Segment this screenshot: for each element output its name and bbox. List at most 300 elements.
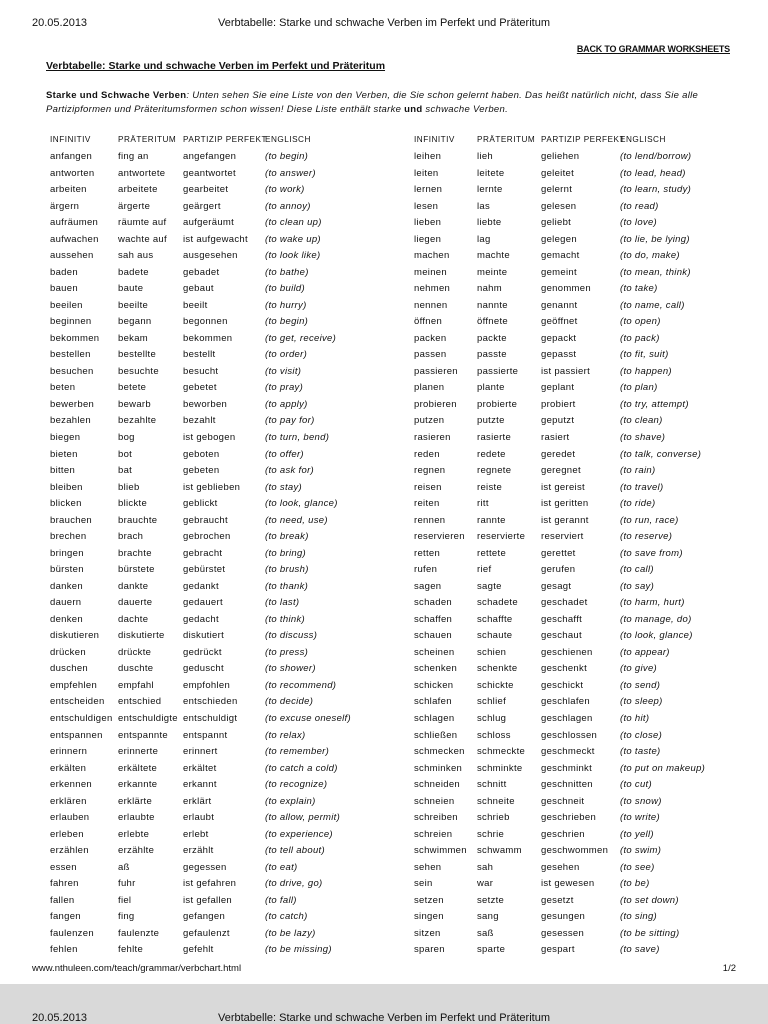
right-cell-infinitiv: schreiben [414, 812, 458, 824]
right-cell-englisch: (to take) [620, 283, 658, 295]
right-cell-infinitiv: reiten [414, 498, 440, 510]
table-row [0, 730, 768, 746]
left-cell-praeteritum: dauerte [118, 597, 153, 609]
left-cell-infinitiv: bestellen [50, 349, 91, 361]
left-cell-praeteritum: erkannte [118, 779, 158, 791]
right-cell-partizip: ist gerannt [541, 514, 589, 526]
right-cell-infinitiv: schlagen [414, 713, 455, 725]
table-row [0, 184, 768, 200]
left-cell-partizip: ist gebogen [183, 432, 236, 443]
right-cell-infinitiv: lesen [414, 200, 439, 212]
right-cell-infinitiv: schmecken [414, 746, 465, 758]
left-cell-partizip: gearbeitet [183, 184, 229, 196]
next-page-header-title: Verbtabelle: Starke und schwache Verben im Perfekt und Präteritum [217, 1012, 550, 1024]
left-cell-infinitiv: erklären [50, 795, 87, 807]
left-cell-infinitiv: biegen [50, 432, 81, 443]
right-cell-infinitiv: rufen [414, 564, 438, 576]
left-cell-partizip: erkältet [183, 762, 217, 774]
right-cell-infinitiv: liegen [414, 233, 442, 245]
right-cell-partizip: ist passiert [541, 365, 591, 377]
right-cell-praeteritum: schloss [477, 729, 511, 741]
left-cell-infinitiv: aufräumen [50, 217, 99, 229]
left-cell-infinitiv: antworten [50, 167, 95, 179]
left-cell-partizip: erzählt [183, 845, 214, 857]
right-cell-infinitiv: schaffen [414, 613, 453, 625]
print-date: 20.05.2013 [32, 17, 88, 29]
right-cell-englisch: (to yell) [620, 828, 654, 840]
right-cell-englisch: (to give) [620, 663, 658, 675]
table-row [0, 234, 768, 250]
left-cell-englisch: (to experience) [265, 828, 333, 840]
left-cell-praeteritum: blickte [118, 498, 148, 510]
right-cell-partizip: geschlossen [541, 729, 598, 741]
left-cell-englisch: (to pay for) [265, 415, 315, 427]
left-cell-partizip: ist aufgewacht [183, 233, 248, 245]
left-cell-infinitiv: brauchen [50, 514, 93, 526]
right-cell-partizip: geputzt [541, 415, 575, 427]
left-cell-infinitiv: besuchen [50, 365, 94, 377]
right-cell-infinitiv: sehen [414, 861, 442, 873]
table-row [0, 349, 768, 365]
right-cell-infinitiv: leiten [414, 167, 439, 179]
left-cell-englisch: (to drive, go) [265, 878, 323, 890]
left-cell-partizip: erklärt [183, 795, 212, 807]
left-cell-infinitiv: erleben [50, 828, 84, 840]
right-cell-partizip: geschickt [541, 679, 584, 691]
left-cell-englisch: (to order) [265, 349, 308, 361]
left-cell-partizip: gebürstet [183, 564, 226, 576]
right-cell-infinitiv: schenken [414, 663, 458, 675]
table-row [0, 465, 768, 481]
page-title: Verbtabelle: Starke und schwache Verben im Perfekt und Präteritum [46, 60, 386, 72]
right-cell-praeteritum: leitete [477, 167, 505, 179]
table-row [0, 300, 768, 316]
left-cell-infinitiv: bürsten [50, 564, 84, 576]
right-cell-praeteritum: sang [477, 911, 499, 923]
left-cell-partizip: ist gefahren [183, 878, 237, 890]
right-cell-partizip: gepasst [541, 349, 577, 361]
right-cell-partizip: probiert [541, 398, 576, 410]
right-cell-partizip: geschrieben [541, 812, 597, 824]
right-cell-partizip: geschnitten [541, 779, 593, 791]
right-cell-infinitiv: lieben [414, 217, 442, 229]
left-cell-partizip: geblickt [183, 498, 218, 510]
left-cell-infinitiv: fehlen [50, 944, 78, 956]
right-cell-englisch: (to mean, think) [620, 266, 691, 278]
right-cell-praeteritum: schnitt [477, 779, 507, 791]
table-row [0, 911, 768, 927]
right-cell-praeteritum: lieh [477, 151, 493, 162]
left-cell-infinitiv: entscheiden [50, 696, 105, 708]
left-cell-partizip: gebadet [183, 266, 220, 278]
right-cell-partizip: ist geritten [541, 498, 589, 510]
right-cell-praeteritum: schrie [477, 828, 505, 840]
right-cell-englisch: (to sleep) [620, 696, 663, 708]
right-cell-partizip: geregnet [541, 465, 581, 477]
right-cell-praeteritum: schlief [477, 696, 507, 708]
left-cell-infinitiv: faulenzen [50, 927, 94, 939]
left-col-header-partizip: PARTIZIP PERFEKT [183, 135, 267, 144]
right-cell-infinitiv: nennen [414, 299, 448, 311]
left-cell-praeteritum: diskutierte [118, 630, 165, 642]
left-cell-praeteritum: beeilte [118, 299, 149, 311]
left-cell-partizip: erkannt [183, 779, 217, 791]
right-cell-partizip: geschienen [541, 646, 593, 658]
right-cell-infinitiv: sitzen [414, 927, 441, 939]
left-cell-partizip: geärgert [183, 200, 221, 212]
left-col-header-praeteritum: PRÄTERITUM [118, 135, 177, 144]
next-page-print-date: 20.05.2013 [32, 1012, 88, 1024]
left-cell-partizip: erlebt [183, 828, 209, 840]
right-cell-englisch: (to save) [620, 944, 660, 956]
left-cell-partizip: bekommen [183, 332, 233, 344]
right-cell-partizip: gesehen [541, 861, 580, 873]
table-row [0, 779, 768, 795]
table-row [0, 944, 768, 960]
right-cell-partizip: geschadet [541, 597, 588, 609]
left-cell-praeteritum: arbeitete [118, 184, 158, 196]
right-cell-englisch: (to cut) [620, 779, 652, 791]
intro-text-2: schwache Verben. [422, 104, 509, 115]
right-cell-praeteritum: schien [477, 646, 507, 658]
left-cell-englisch: (to shower) [265, 663, 316, 675]
right-cell-praeteritum: las [477, 200, 491, 212]
left-cell-englisch: (to work) [265, 184, 305, 196]
left-cell-partizip: entschuldigt [183, 713, 238, 725]
left-cell-praeteritum: empfahl [118, 679, 154, 691]
left-cell-infinitiv: diskutieren [50, 630, 100, 642]
left-cell-praeteritum: fehlte [118, 944, 144, 956]
back-to-worksheets-link[interactable]: BACK TO GRAMMAR WORKSHEETS [576, 44, 730, 54]
left-cell-praeteritum: bezahlte [118, 415, 157, 427]
right-cell-partizip: gelesen [541, 200, 577, 212]
left-cell-partizip: gedankt [183, 580, 219, 592]
left-cell-praeteritum: aß [118, 861, 130, 873]
left-cell-partizip: geduscht [183, 663, 224, 675]
right-cell-englisch: (to hit) [620, 713, 650, 725]
right-cell-englisch: (to appear) [620, 646, 670, 658]
right-cell-infinitiv: schneien [414, 795, 455, 807]
left-cell-partizip: gefangen [183, 911, 226, 923]
left-cell-infinitiv: drücken [50, 646, 86, 658]
right-cell-praeteritum: schlug [477, 713, 507, 725]
right-cell-partizip: geschlagen [541, 713, 593, 725]
left-cell-praeteritum: baute [118, 283, 144, 295]
right-cell-praeteritum: öffnete [477, 316, 508, 328]
left-cell-praeteritum: räumte auf [118, 217, 167, 229]
table-row [0, 498, 768, 514]
right-cell-praeteritum: ritt [477, 498, 489, 510]
right-cell-partizip: gesetzt [541, 894, 574, 906]
right-cell-infinitiv: schminken [414, 762, 463, 774]
left-cell-englisch: (to allow, permit) [265, 812, 341, 824]
right-cell-infinitiv: reden [414, 448, 440, 460]
right-cell-englisch: (to taste) [620, 746, 661, 758]
left-cell-englisch: (to thank) [265, 580, 309, 592]
left-cell-praeteritum: begann [118, 316, 152, 328]
left-cell-praeteritum: erlaubte [118, 812, 155, 824]
right-cell-praeteritum: meinte [477, 266, 508, 278]
right-cell-infinitiv: nehmen [414, 283, 451, 295]
left-cell-infinitiv: bleiben [50, 481, 83, 493]
left-cell-englisch: (to look, glance) [265, 498, 338, 510]
table-row [0, 796, 768, 812]
right-col-header-infinitiv: INFINITIV [414, 135, 455, 144]
left-cell-englisch: (to annoy) [265, 200, 311, 212]
right-cell-praeteritum: schminkte [477, 762, 523, 774]
right-cell-englisch: (to open) [620, 316, 661, 328]
right-cell-englisch: (to learn, study) [620, 184, 692, 196]
left-cell-infinitiv: erkälten [50, 762, 87, 774]
right-cell-infinitiv: reservieren [414, 531, 465, 543]
left-cell-partizip: gebraucht [183, 514, 228, 526]
left-cell-englisch: (to relax) [265, 729, 306, 741]
table-row [0, 663, 768, 679]
left-cell-partizip: bestellt [183, 349, 216, 361]
left-cell-infinitiv: fallen [50, 894, 75, 906]
right-cell-praeteritum: rief [477, 564, 492, 576]
left-cell-praeteritum: fing an [118, 151, 149, 162]
right-cell-partizip: geredet [541, 448, 576, 460]
right-cell-englisch: (to read) [620, 200, 659, 212]
right-cell-infinitiv: probieren [414, 398, 457, 410]
left-cell-englisch: (to recommend) [265, 679, 337, 691]
right-cell-infinitiv: schlafen [414, 696, 452, 708]
left-cell-infinitiv: entschuldigen [50, 713, 113, 725]
table-row [0, 382, 768, 398]
left-cell-praeteritum: entschuldigte [118, 713, 178, 725]
left-cell-englisch: (to eat) [265, 861, 298, 873]
right-cell-partizip: genannt [541, 299, 578, 311]
right-cell-praeteritum: passte [477, 349, 507, 361]
right-cell-praeteritum: lernte [477, 184, 503, 196]
left-cell-englisch: (to remember) [265, 746, 330, 758]
right-cell-infinitiv: schicken [414, 679, 454, 691]
right-cell-englisch: (to be) [620, 878, 650, 890]
right-cell-infinitiv: singen [414, 911, 444, 923]
left-cell-praeteritum: fing [118, 911, 135, 923]
left-cell-praeteritum: badete [118, 266, 149, 278]
left-cell-partizip: erinnert [183, 746, 218, 758]
right-cell-englisch: (to set down) [620, 894, 679, 906]
left-cell-infinitiv: bewerben [50, 398, 95, 410]
left-cell-infinitiv: dauern [50, 597, 82, 609]
right-cell-praeteritum: sparte [477, 944, 506, 956]
left-cell-praeteritum: erlebte [118, 828, 150, 840]
left-cell-englisch: (to think) [265, 613, 305, 625]
right-cell-englisch: (to love) [620, 217, 658, 229]
right-cell-englisch: (to rain) [620, 465, 656, 477]
left-cell-englisch: (to wake up) [265, 233, 321, 245]
table-row [0, 531, 768, 547]
intro-bold-lead: Starke und Schwache Verben [46, 90, 187, 101]
left-cell-praeteritum: faulenzte [118, 927, 160, 939]
left-cell-partizip: besucht [183, 365, 219, 377]
right-col-header-partizip: PARTIZIP PERFEKT [541, 135, 625, 144]
table-row [0, 267, 768, 283]
left-cell-infinitiv: brechen [50, 531, 87, 543]
right-cell-infinitiv: schwimmen [414, 845, 467, 857]
left-cell-partizip: geboten [183, 448, 220, 460]
left-cell-infinitiv: essen [50, 861, 77, 873]
right-cell-englisch: (to write) [620, 812, 660, 824]
left-cell-infinitiv: beginnen [50, 316, 92, 328]
left-cell-englisch: (to press) [265, 646, 309, 658]
right-cell-partizip: geschafft [541, 613, 583, 625]
left-cell-infinitiv: anfangen [50, 151, 93, 162]
right-cell-infinitiv: öffnen [414, 316, 443, 328]
left-cell-partizip: gegessen [183, 861, 227, 873]
right-cell-infinitiv: rasieren [414, 432, 451, 443]
left-cell-partizip: entspannt [183, 729, 228, 741]
left-cell-partizip: gebrochen [183, 531, 231, 543]
left-cell-infinitiv: erinnern [50, 746, 88, 758]
left-cell-infinitiv: erzählen [50, 845, 89, 857]
table-row [0, 250, 768, 266]
right-cell-infinitiv: schauen [414, 630, 453, 642]
left-cell-partizip: gefaulenzt [183, 927, 230, 939]
table-row [0, 482, 768, 498]
right-cell-partizip: gerettet [541, 547, 576, 559]
right-cell-partizip: gelegen [541, 233, 577, 245]
left-cell-englisch: (to excuse oneself) [265, 713, 351, 725]
left-cell-partizip: ist gefallen [183, 894, 233, 906]
right-cell-praeteritum: nahm [477, 283, 502, 295]
right-cell-partizip: geliebt [541, 217, 572, 229]
right-cell-praeteritum: sah [477, 861, 494, 873]
table-row [0, 151, 768, 167]
left-cell-praeteritum: drückte [118, 646, 152, 658]
left-col-header-englisch: ENGLISCH [265, 135, 311, 144]
left-cell-partizip: geantwortet [183, 167, 236, 179]
table-row [0, 928, 768, 944]
left-cell-partizip: gedauert [183, 597, 223, 609]
table-row [0, 862, 768, 878]
table-row [0, 515, 768, 531]
right-cell-praeteritum: rannte [477, 514, 506, 526]
right-cell-partizip: gemeint [541, 266, 577, 278]
table-row [0, 283, 768, 299]
left-cell-englisch: (to ask for) [265, 465, 314, 477]
table-row [0, 201, 768, 217]
left-cell-englisch: (to begin) [265, 316, 309, 328]
left-cell-praeteritum: dankte [118, 580, 149, 592]
right-cell-englisch: (to look, glance) [620, 630, 693, 642]
left-cell-infinitiv: fangen [50, 911, 81, 923]
left-cell-englisch: (to hurry) [265, 299, 307, 311]
right-cell-partizip: geöffnet [541, 316, 578, 328]
left-cell-praeteritum: ärgerte [118, 200, 151, 212]
left-cell-partizip: ausgesehen [183, 250, 238, 262]
left-cell-englisch: (to brush) [265, 564, 309, 576]
footer-page-number: 1/2 [722, 963, 736, 974]
left-cell-infinitiv: danken [50, 580, 83, 592]
right-cell-partizip: gespart [541, 944, 575, 956]
left-cell-praeteritum: fiel [118, 894, 132, 906]
right-cell-englisch: (to plan) [620, 382, 658, 394]
left-cell-englisch: (to last) [265, 597, 300, 609]
right-cell-englisch: (to run, race) [620, 514, 679, 526]
left-cell-englisch: (to pray) [265, 382, 304, 394]
right-cell-praeteritum: saß [477, 927, 494, 939]
right-cell-infinitiv: rennen [414, 514, 446, 526]
left-cell-praeteritum: sah aus [118, 250, 154, 262]
right-cell-partizip: geliehen [541, 151, 580, 162]
table-row [0, 316, 768, 332]
right-cell-infinitiv: machen [414, 250, 450, 262]
left-cell-englisch: (to decide) [265, 696, 314, 708]
right-cell-englisch: (to be sitting) [620, 927, 680, 939]
right-cell-infinitiv: schließen [414, 729, 458, 741]
left-cell-englisch: (to turn, bend) [265, 432, 330, 443]
right-cell-praeteritum: schaffte [477, 613, 513, 625]
left-cell-englisch: (to build) [265, 283, 305, 295]
table-row [0, 895, 768, 911]
right-cell-englisch: (to lead, head) [620, 167, 686, 179]
right-cell-praeteritum: machte [477, 250, 510, 262]
left-cell-infinitiv: bezahlen [50, 415, 91, 427]
left-cell-englisch: (to apply) [265, 398, 308, 410]
right-cell-englisch: (to see) [620, 861, 655, 873]
right-cell-englisch: (to call) [620, 564, 654, 576]
left-cell-infinitiv: entspannen [50, 729, 103, 741]
left-cell-praeteritum: wachte auf [118, 233, 167, 245]
left-cell-englisch: (to be lazy) [265, 927, 316, 939]
left-cell-partizip: gefehlt [183, 944, 214, 956]
left-cell-englisch: (to tell about) [265, 845, 325, 857]
left-cell-praeteritum: dachte [118, 613, 149, 625]
right-cell-partizip: geplant [541, 382, 575, 394]
right-cell-praeteritum: reiste [477, 481, 503, 493]
right-cell-infinitiv: packen [414, 332, 447, 344]
left-cell-englisch: (to fall) [265, 894, 297, 906]
table-row [0, 399, 768, 415]
footer-url: www.nthuleen.com/teach/grammar/verbchart.html [32, 963, 242, 974]
left-cell-praeteritum: bürstete [118, 564, 155, 576]
left-cell-englisch: (to offer) [265, 448, 304, 460]
left-cell-englisch: (to break) [265, 531, 309, 543]
right-cell-partizip: gelernt [541, 184, 573, 196]
left-cell-infinitiv: bauen [50, 283, 78, 295]
right-cell-praeteritum: reservierte [477, 531, 526, 543]
table-row [0, 581, 768, 597]
right-cell-partizip: geschaut [541, 630, 582, 642]
left-cell-infinitiv: ärgern [50, 200, 80, 212]
left-cell-infinitiv: beeilen [50, 299, 83, 311]
left-cell-praeteritum: brachte [118, 547, 152, 559]
left-cell-infinitiv: denken [50, 613, 83, 625]
left-cell-partizip: gebetet [183, 382, 217, 394]
table-row [0, 415, 768, 431]
left-cell-englisch: (to explain) [265, 795, 316, 807]
table-row [0, 630, 768, 646]
right-cell-partizip: gesungen [541, 911, 586, 923]
table-row [0, 432, 768, 448]
right-cell-englisch: (to lend/borrow) [620, 151, 692, 162]
right-cell-englisch: (to save from) [620, 547, 683, 559]
right-cell-partizip: gesagt [541, 580, 572, 592]
right-cell-infinitiv: schreien [414, 828, 453, 840]
intro-text-1: : Unten sehen Sie eine Liste von den Verben, die Sie schon gelernt haben. Das heißt natürlich nicht, dass Sie alle Partizipformen und Präteritumsformen schon wissen! Diese Liste enthält starke [46, 90, 699, 115]
left-cell-englisch: (to get, receive) [265, 332, 337, 344]
right-cell-infinitiv: leihen [414, 151, 442, 162]
right-cell-praeteritum: probierte [477, 398, 518, 410]
left-cell-englisch: (to discuss) [265, 630, 318, 642]
right-cell-partizip: rasiert [541, 432, 570, 443]
left-cell-partizip: bezahlt [183, 415, 216, 427]
table-row [0, 829, 768, 845]
right-cell-englisch: (to happen) [620, 365, 672, 377]
